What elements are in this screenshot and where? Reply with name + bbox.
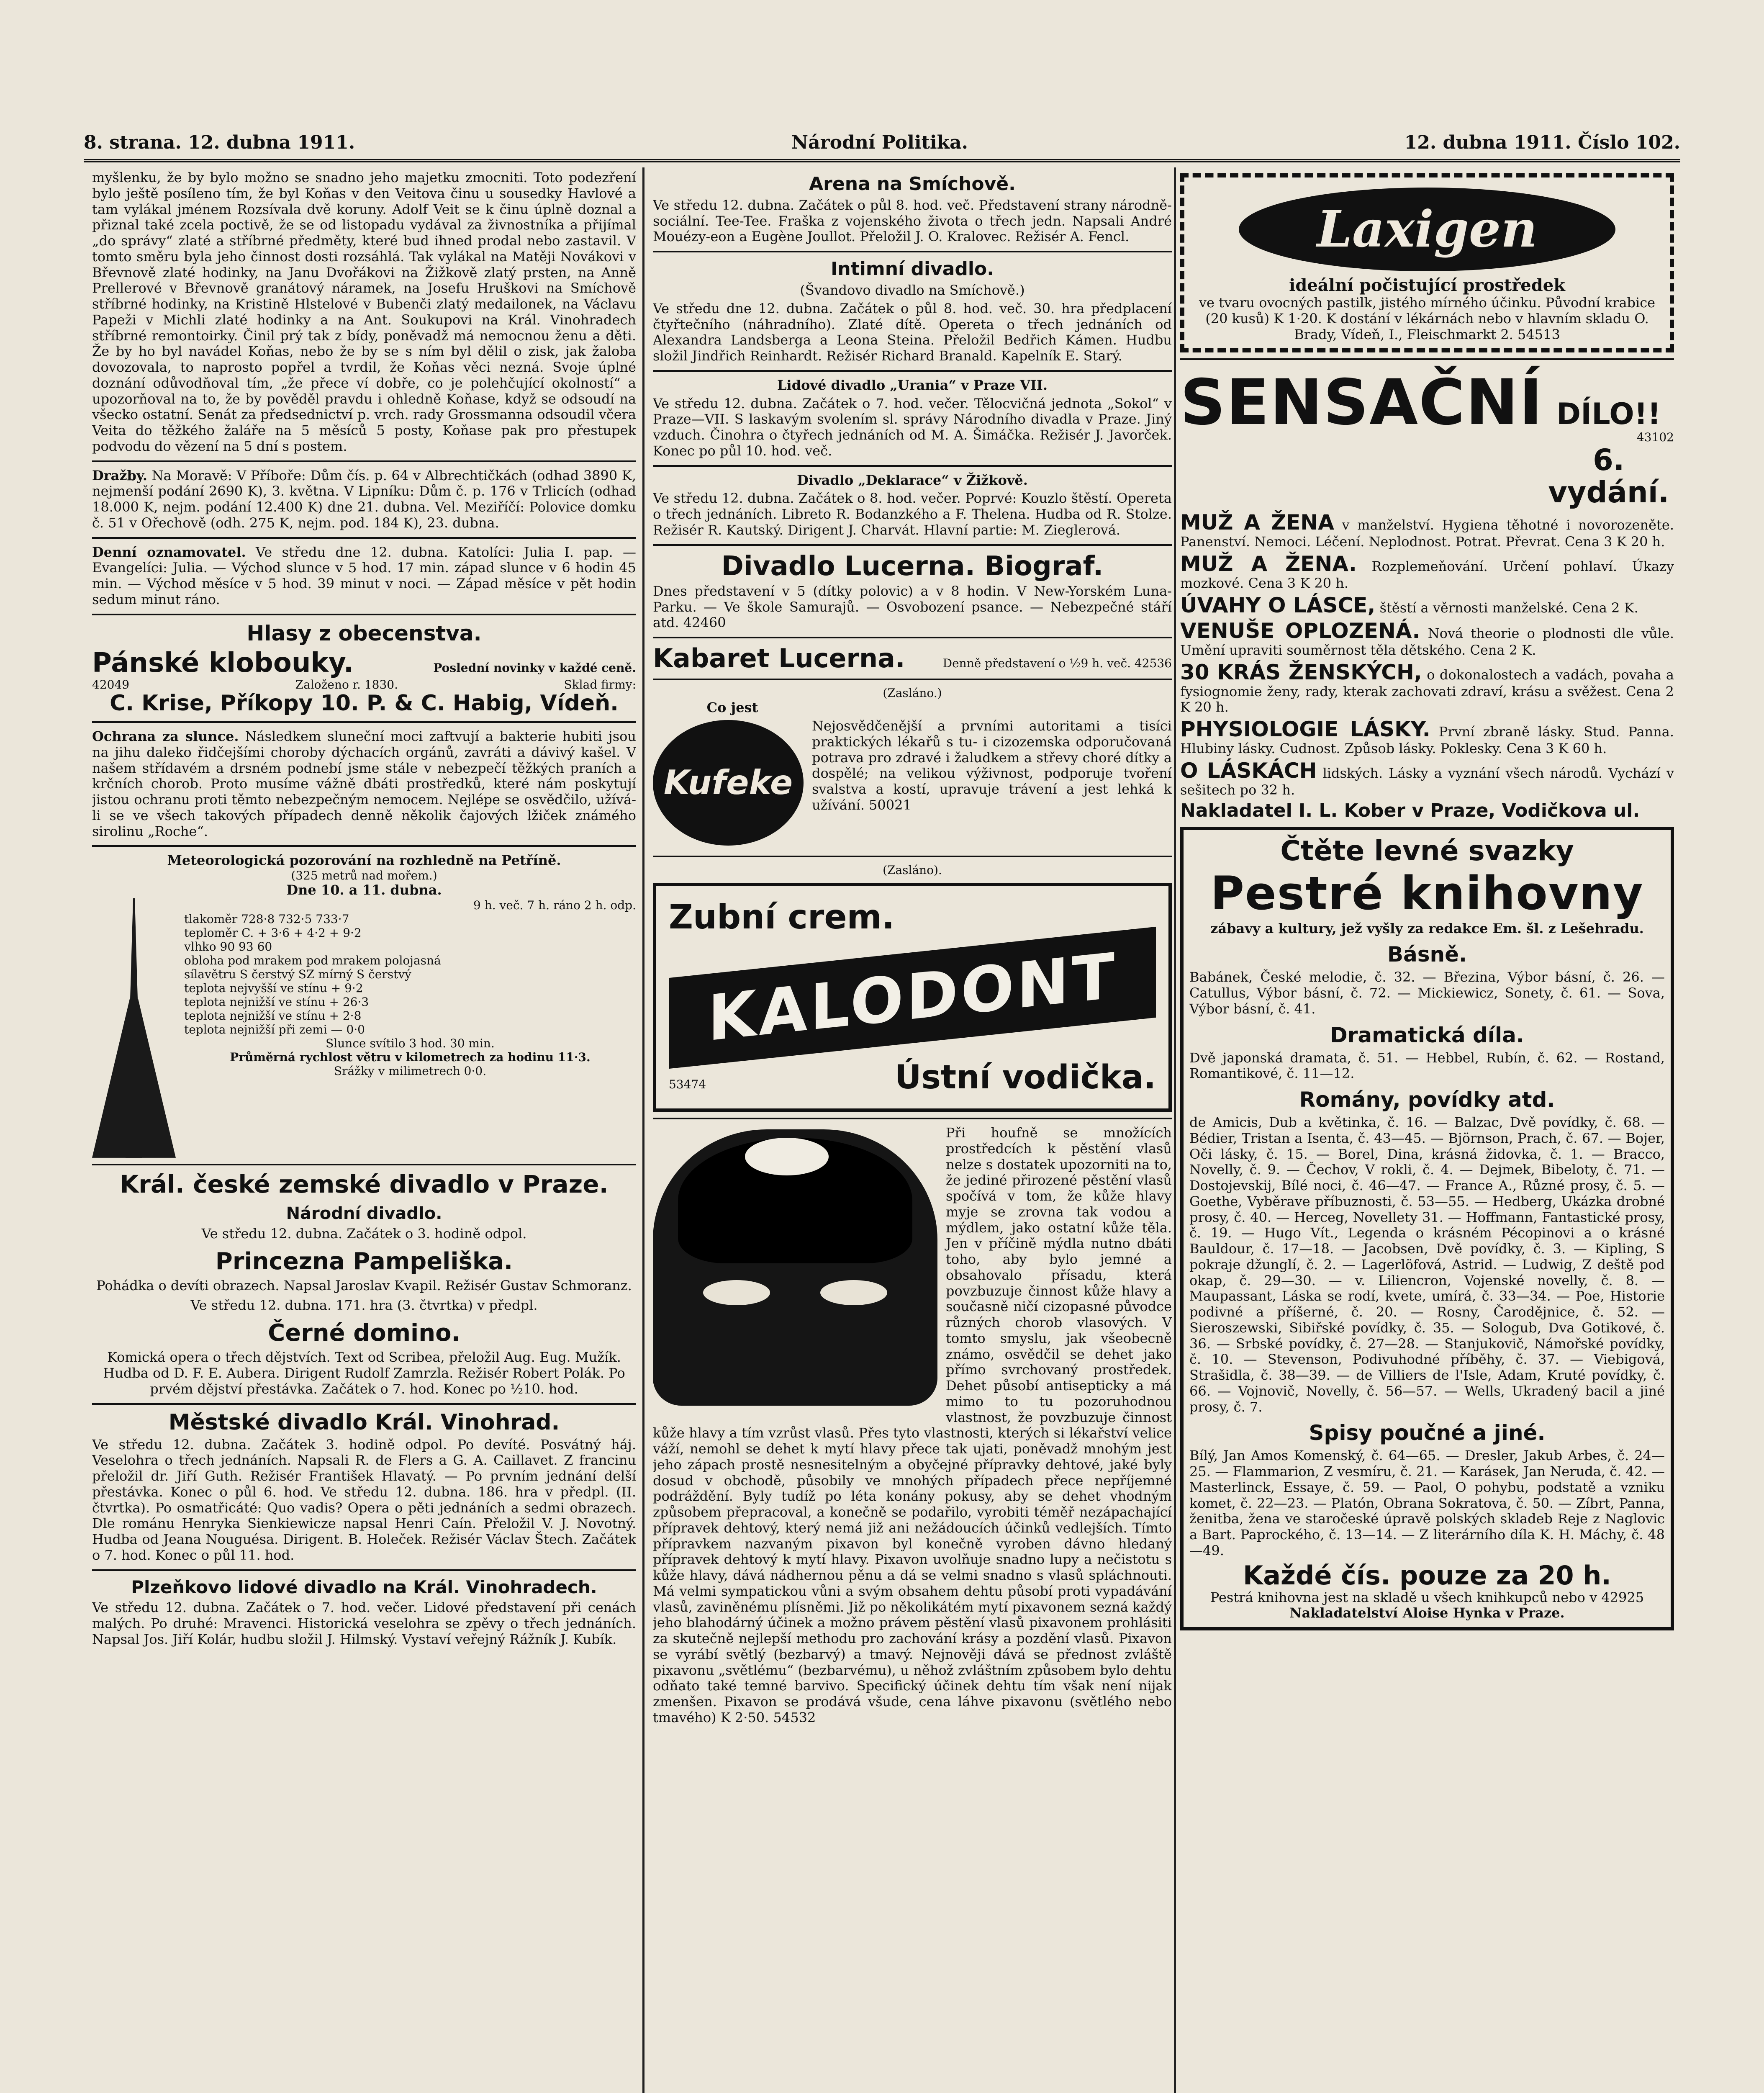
divider — [653, 370, 1172, 372]
evening-show: Ve středu 12. dubna. 171. hra (3. čtvrtka) v předpl. — [190, 1297, 538, 1314]
auctions-text: Na Moravě: V Příboře: Dům čís. p. 64 v Albrechtičkách (odhad 3890 K, nejmenší podání 2690 K), 3. května. V Lipníku: Dům č. p. 176 v Trlicích (odhad 18.000 K, nejm. podání 12.400 K) dne 21. dubna. Vel. Meziříčí: Polovice domku č. 51 v Ořechově (odh. 275 K, nejm. pod. 184 K), 23. dubna. — [92, 467, 636, 531]
masthead-title: Národní Politika. — [791, 131, 968, 153]
divider — [92, 614, 636, 615]
meteo-row: Slunce svítilo 3 hod. 30 min. — [326, 1036, 495, 1051]
plzenek-theatre: Plzeňkovo lidové divadlo na Král. Vinohradech. — [131, 1576, 597, 1597]
vinohrady-desc: Ve středu 12. dubna. Začátek 3. hodině odpol. Po devíté. Posvátný háj. Veselohra o třech jednáních. Napsali R. de Flers a G. A. Caillavet. Z francinu přeložil dr. Jiří Guth. Režisér František Hlavatý. — Po prvním jednání delší přestávka. Konec o půl 6. hod. Ve středu 12. dubna. 186. hra v předpl. (II. čtvrtka). Po osmatřicáté: Quo vadis? Opera o pěti jednáních a sedmi obrazech. Dle románu Henryka Sienkiewicze napsal Henri Caín. Přeložil V. J. Novotný. Hudba od Jeana Nouguésa. Dirigent. B. Holeček. Režisér Václav Štech. Začátek o 7. hod. Konec o půl 11. hod. — [92, 1436, 636, 1563]
book-title: 30 KRÁS ŽENSKÝCH, — [1180, 660, 1422, 684]
page-header — [84, 126, 1680, 162]
hats-stock: Sklad firmy: — [564, 677, 636, 692]
intimni-text: Ve středu dne 12. dubna. Začátek o půl 8. hod. več. 30. hra předplacení čtyřtečního (náhradního). Zlaté dítě. Opereta o třech jednáních od Alexandra Landsberga a Leona Steina. Přeložil Bedřich Kámen. Hudbu složil Jindřich Reinhardt. Režisér Richard Branald. Kapelník E. Starý. — [653, 300, 1172, 364]
laxigen-sub: ideální počistující prostředek — [1289, 275, 1565, 295]
public-voices-heading: Hlasy z obecenstva. — [246, 621, 482, 645]
hats-firm: C. Krise, Příkopy 10. P. & C. Habig, Vídeň. — [110, 690, 619, 716]
sensation-title: SENSAČNÍ — [1180, 366, 1543, 440]
divider — [653, 856, 1172, 857]
auctions — [92, 468, 636, 531]
book-desc: Nová theorie o plodnosti dle vůle. Umění upraviti souměrnost těla dětského. Cena 2 K. — [1180, 625, 1674, 658]
meteo-row: sílavětru S čerstvý SZ mírný S čerstvý — [184, 967, 411, 982]
book-title: O LÁSKÁCH — [1180, 758, 1317, 783]
meteo-row: teplota nejvyšší ve stínu + 9·2 — [184, 981, 363, 995]
daily-title: Denní oznamovatel. — [92, 544, 246, 560]
sun-title: Ochrana za slunce. — [92, 728, 239, 745]
kufeke-text: Nejosvědčenější a prvními autoritami a tisíci praktických lékařů s tu- i cizozemska odporučovaná potrava pro zdravé i žaludkem a střevy choré dítky a dospělé; na velikou výživnost, podporuje tvoření svalstva a kostí, upravuje trávení a jest lehká k užívání. 50021 — [812, 718, 1172, 813]
column-right — [1180, 167, 1674, 2093]
kalodont-cream: Zubní crem. — [669, 897, 895, 937]
meteo-row: tlakoměr 728·8 732·5 733·7 — [184, 912, 349, 926]
zaslano-label: (Zasláno.) — [883, 686, 942, 700]
divider — [653, 251, 1172, 252]
meteo-row: Srážky v milimetrech 0·0. — [334, 1064, 487, 1078]
petrin-tower-illustration — [92, 898, 176, 1158]
lucerna-text: Dnes představení v 5 (dítky polovic) a v 8 hodin. V New-Yorském Luna-Parku. — Ve škole Samurajů. — Osvobození psance. — Nebezpečné stáří atd. 42460 — [653, 583, 1172, 631]
divider — [653, 1118, 1172, 1119]
poems-heading: Básně. — [1387, 942, 1467, 967]
meteo-title: Meteorologická pozorování na rozhledně na Petříně. — [167, 852, 561, 869]
sun-text: Následkem sluneční moci zaftvují a bakterie hubiti jsou na jihu daleko řidčejšími choroby dýchacích orgánů, zavráti a dávivý kašel. V našem střídavém a drsném podnebí jsme stále v nebezpečí těžkých praních a krčních chorob. Proto musíme vážně dbáti prostředků, které nám poskytují jistou ochranu proti těmto nebezpečným nemocem. Nejlépe se osvědčilo, užívá-li se ve všech takových případech denně několik čajových lžiček známého sirolinu „Roche“. — [92, 728, 636, 839]
book-desc: lidských. Lásky a vyznání všech národů. Vychází v sešitech po 32 h. — [1180, 765, 1674, 798]
column-left — [92, 167, 636, 2093]
sensation-ad — [1180, 366, 1674, 509]
daily-text: Ve středu dne 12. dubna. Katolíci: Julia I. pap. — Evangelíci: Julia. — Východ slunce v 5 hod. 17 min. západ slunce v 6 hodin 45 min. — Východ měsíce v 5 hod. 39 minut v noci. — Západ měsíce v pět hodin sedum minut ráno. — [92, 544, 636, 607]
meteo-row: oblohа pod mrakem pod mrakem polojasná — [184, 954, 441, 968]
pixavon-text: Při houfně se množících prostředcích k pěstění vlasů nelze s dostatek upozorniti na to, že jediné přirozené pěstění vlasů spočívá v tom, že kůže hlavy myje se zrovna tak vodou a mýdlem, jako ostatní kůže těla. Jen v příčině mýdla nutno dbáti toho, aby bylo jemné a obsahovalo přísadu, která povzbuzuje činnost kůže hlavy a současně ničí cizopasné původce různých chorob vlasových. V tomto smyslu, jak všeobecně známo, osvědčil se dehet jako přímo svrchovaný prostředek. Dehet působí antisepticky a má mimo to tu pozoruhodnou vlastnost, že povzbuzuje činnost kůže hlavy a tím vzrůst vlasů. Přes tyto vlastnosti, kterých si lékařství velice váží, nemohl se dehet k mytí hlavy přece tak ujati, poněvadž mnohým jest jeho zápach prostě nesnesitelným a obyčejné přípravky dehtové, jaké byly dosud v obchodě, působily ve mnohých případech přece nepříjemné podráždění. Byly tudíž po léta konány pokusy, aby se dehet vhodným způsobem přepracoval, a konečně se podařilo, vyrobiti téměř nezápachající přípravek dehtový, který nemá již ani nežádoucích účinků vedlejších. Tímto přípravkem nazvaným pixavon byl konečně vyroben dávno hledaný přípravek dehtový k mytí hlavy. Pixavon uvolňuje snadno lupy a nečistotu s kůže hlavy, dává nádhernou pěnu a dá se velmi snadno s vlasů spláchnouti. Má velmi sympatickou vůni a svým obsahem dehtu působí proti vypadávání vlasů, zaviněnému plísněmi. Již po několikátém mytí pixavonem sezná každý jeho blahodárný účinek a možno právem pěstění vlasů pixavonem prohlásiti za skutečně nejlepší methodu pro zachování krásy a pozdění vlasů. Pixavon se vyrábí světlý (bezbarvý) a tmavý. Nejnověji dává se přednost zvláště pixavonu „světlému“ (bezbarvému), u něhož zvláštním způsobem bylo dehtu odňato také temné barvivo. Specifický účinek dehtu tím však není nijak zmenšen. Pixavon se prodává všude, cena láhve pixavonu (světlého nebo tmavého) K 2·50. 54532 — [653, 1125, 1172, 1725]
laxigen-ad — [1180, 173, 1674, 352]
book-desc: štěstí a věrnosti manželské. Cena 2 K. — [1379, 599, 1638, 616]
divider — [92, 1164, 636, 1165]
book-desc: o dokonalostech a vadách, povaha a fysiognomie ženy, rady, kterak zachovati zdraví, krásu a svěžest. Cena 2 K 20 h. — [1180, 666, 1674, 715]
divider — [92, 1403, 636, 1405]
kalodont-ad — [653, 883, 1172, 1112]
book-title: MUŽ A ŽENA — [1180, 510, 1334, 535]
deklarace-text: Ve středu 12. dubna. Začátek o 8. hod. večer. Poprvé: Kouzlo štěstí. Opereta o třech jednáních. Libreto R. Bodanzkého a F. Thelena. Hudba od R. Stolze. Režisér R. Kautský. Dirigent J. Charvát. Hlavní partie: M. Zieglerová. — [653, 490, 1172, 538]
zaslano-label-2: (Zasláno). — [883, 863, 942, 877]
kalodont-water: Ústní vodička. — [895, 1059, 1156, 1097]
pixavon-ad — [653, 1125, 1172, 1726]
hats-ad — [92, 648, 636, 678]
book-item — [1180, 759, 1674, 798]
sun-protection — [92, 729, 636, 839]
meteo-row: vlhko 90 93 60 — [184, 939, 272, 954]
national-theatre: Národní divadlo. — [286, 1203, 442, 1223]
book-item — [1180, 661, 1674, 716]
drama-heading: Dramatická díla. — [1330, 1023, 1524, 1047]
kabaret-title: Kabaret Lucerna. — [653, 643, 905, 674]
arena-title: Arena na Smíchově. — [809, 173, 1016, 195]
cerne-desc: Komická opera o třech dějstvích. Text od Scribea, přeložil Aug. Eug. Mužík. Hudba od D. F. E. Aubera. Dirigent Rudolf Zamrzla. Režisér Robert Polák. Po prvém dějství přestávka. Začátek o 7. hod. Konec po ½10. hod. — [103, 1349, 625, 1397]
sensation-num: 43102 — [1636, 430, 1674, 445]
book-item — [1180, 511, 1674, 550]
divider — [92, 460, 636, 462]
vinohrady-theatre: Městské divadlo Král. Vinohrad. — [168, 1409, 560, 1435]
plzenek-desc: Ve středu 12. dubna. Začátek o 7. hod. večer. Lidové představení při cenách malých. Po druhé: Mravenci. Historická veselohra se zpěvy o třech jednáních. Napsal Jos. Jiří Kolár, hudbu složil J. Hilmský. Vystaví veřejný Rážník J. Kubík. — [92, 1599, 636, 1647]
woman-portrait-illustration — [653, 1129, 937, 1406]
sensation-dilo: DÍLO!! — [1556, 397, 1661, 432]
laxigen-text: ve tvaru ovocných pastilk, jistého mírného účinku. Původní krabice (20 kusů) K 1·20. K dostání v lékárnách nebo v hlavním skladu O. Brady, Vídeň, I., Fleischmarkt 2. 54513 — [1199, 295, 1656, 342]
hynek-publisher: Nakladatelství Aloise Hynka v Praze. — [1289, 1605, 1565, 1621]
poems-items: Babánek, České melodie, č. 32. — Březina, Výbor básní, č. 26. — Catullus, Výbor básní, č. 72. — Mickiewicz, Sonety, č. 61. — Sova, Výbor básní, č. 41. — [1189, 969, 1665, 1017]
theatre-title: Král. české zemské divadlo v Praze. — [120, 1170, 609, 1198]
column-middle — [653, 167, 1172, 2093]
book-title: MUŽ A ŽENA. — [1180, 552, 1357, 576]
meteo-row: teplota nejnižší při zemi — 0·0 — [184, 1023, 365, 1037]
drama-items: Dvě japonská dramata, č. 51. — Hebbel, Rubín, č. 62. — Rostand, Romantikové, č. 11—12. — [1189, 1049, 1665, 1082]
novels-heading: Romány, povídky atd. — [1299, 1088, 1555, 1112]
book-item — [1180, 553, 1674, 591]
divider — [92, 721, 636, 723]
book-title: VENUŠE OPLOZENÁ. — [1180, 618, 1420, 643]
book-desc: v manželství. Hygiena těhotné i novorozeněte. Panenství. Nemoci. Léčení. Neplodnost. Potrat. Převrat. Cena 3 K 20 h. — [1180, 517, 1674, 550]
divider — [1180, 358, 1674, 360]
divider — [653, 637, 1172, 638]
daily-notice — [92, 545, 636, 608]
divider — [653, 679, 1172, 680]
price-line: Každé čís. pouze za 20 h. — [1243, 1560, 1611, 1591]
lucerna-title: Divadlo Lucerna. Biograf. — [721, 550, 1104, 582]
sensation-edition: 6. vydání. — [1548, 443, 1669, 510]
book-desc: Rozplemeňování. Určení pohlaví. Úkazy mozkové. Cena 3 K 20 h. — [1180, 558, 1674, 591]
divider — [653, 544, 1172, 546]
meteo-sub: (325 metrů nad mořem.) — [291, 869, 437, 883]
national-time: Ve středu 12. dubna. Začátek o 3. hodině odpol. — [201, 1225, 527, 1242]
meteo-row: teploměr C. + 3·6 + 4·2 + 9·2 — [184, 926, 362, 940]
book-item — [1180, 594, 1674, 617]
column-divider-2 — [1174, 167, 1176, 2093]
meteo-date: Dne 10. a 11. dubna. — [286, 882, 442, 898]
novels-items: de Amicis, Dub a květinka, č. 16. — Balzac, Dvě povídky, č. 68. — Bédier, Tristan a Isenta, č. 43—45. — Björnson, Prach, č. 67. — Bojer, Oči lásky, č. 15. — Borel, Dina, krásná židovka, č. 1. — Bracco, Novelly, č. 9. — Čechov, V rokli, č. 4. — Dejmek, Bibeloty, č. 71. — Dostojevskij, Bílé noci, č. 46—47. — France A., Různé prosy, č. 5. — Goethe, Vyběrave příbuznosti, č. 53—55. — Hedberg, Ukázka drobné prosy, č. 40. — Herceg, Novellety 31. — Hoffmann, Fantastické prosy, č. 19. — Hugo Vít., Legenda o krásném Pécopinovi a o krásné Bauldour, č. 17—18. — Jacobsen, Dvě povídky, č. 3. — Kipling, S pokraje džunglí, č. 2. — Lagerlöfová, Astrid. — Ludwig, Z deště pod okap, č. 29—30. — v. Liliencron, Vojenské novelly, č. 8. — Maupassant, Láska se rodí, kvete, umírá, č. 33—34. — Poe, Historie podivné a příšerné, č. 20. — Rosny, Čarodějnice, č. 52. — Sieroszewski, Sibiřské povídky, č. 35. — Sologub, Dva Gotikové, č. 36. — Srbské povídky, č. 27—28. — Stanjukovič, Námořské povídky, č. 10. — Stevenson, Podivuhodné příběhy, č. 37. — Viebigová, Strašidla, č. 38—39. — de Villiers de l'Isle, Adam, Kruté povídky, č. 66. — Vojnovič, Novelly, č. 56—57. — Wells, Ukradený bacil a jiné prosy, č. 7. — [1189, 1114, 1665, 1415]
kabaret-ad — [653, 644, 1172, 673]
page-number: 8. strana. 12. dubna 1911. — [84, 131, 355, 153]
kufeke-cojest: Co jest — [706, 699, 758, 716]
pestra-read: Čtěte levné svazky — [1280, 835, 1574, 867]
book-item — [1180, 718, 1674, 757]
kufeke-logo: Kufeke — [653, 720, 804, 846]
price-sub: Pestrá knihovna jest na skladě u všech knihkupců nebo v 42925 — [1210, 1589, 1644, 1605]
pampeliska-title: Princezna Pampeliška. — [215, 1247, 513, 1275]
issue-date: 12. dubna 1911. Číslo 102. — [1404, 131, 1680, 153]
kober-publisher: Nakladatel I. L. Kober v Praze, Vodičkova ul. — [1180, 800, 1640, 821]
divider — [653, 465, 1172, 467]
cerne-title: Černé domino. — [268, 1319, 460, 1347]
kufeke-ad — [653, 700, 1172, 850]
hats-meta — [92, 678, 636, 692]
hats-title: Pánské klobouky. — [92, 647, 354, 679]
laxigen-logo: Laxigen — [1239, 188, 1615, 271]
book-list — [1180, 511, 1674, 798]
hats-note: Poslední novinky v každé ceně. — [433, 661, 636, 675]
urania-title: Lidové divadlo „Urania“ v Praze VII. — [777, 377, 1048, 393]
kalodont-num: 53474 — [669, 1077, 706, 1092]
divider — [92, 845, 636, 847]
pestra-sub: zábavy a kultury, jež vyšly za redakce Em. šl. z Lešehradu. — [1210, 920, 1644, 936]
nonfiction-items: Bílý, Jan Amos Komenský, č. 64—65. — Dresler, Jakub Arbes, č. 24—25. — Flammarion, Z vesmíru, č. 21. — Karásek, Jan Neruda, č. 42. — Masterlinck, Essaye, č. 59. — Paol, O pohybu, podstatě a vzniku komet, č. 22—23. — Platón, Obrana Sokratova, č. 50. — Zíbrt, Panna, ženitba, žena ve staročeské úpravě polských skladeb Reje z Naglovic a Bart. Paprockého, č. 13—14. — Z literárního díla K. H. Máchy, č. 48—49. — [1189, 1448, 1665, 1558]
urania-text: Ve středu 12. dubna. Začátek o 7. hod. večer. Tělocvičná jednota „Sokol“ v Praze—VII. S laskavým svolením sl. správy Národního divadla v Praze. Jiný vzduch. Činohra o čtyřech jednáních od M. A. Šimáčka. Režisér J. Javorček. Konec po půl 10. hod. več. — [653, 395, 1172, 459]
book-item — [1180, 620, 1674, 658]
pestra-knihovna-ad — [1180, 827, 1674, 1630]
book-title: ÚVAHY O LÁSCE, — [1180, 593, 1376, 617]
intimni-title: Intimní divadlo. — [831, 258, 994, 280]
meteo-row: teplota nejnižší ve stínu + 26·3 — [184, 995, 369, 1009]
arena-text: Ve středu 12. dubna. Začátek o půl 8. hod. več. Představení strany národně-sociální. Tee-Tee. Fraška z vojenského života o třech jedn. Napsali André Mouézy-eon a Eugène Joullot. Přeložil J. O. Kralovec. Režisér A. Fencl. — [653, 197, 1172, 245]
sensation-side — [1543, 398, 1674, 509]
hats-num: 42049 — [92, 677, 130, 692]
pampeliska-desc: Pohádka o devíti obrazech. Napsal Jaroslav Kvapil. Režisér Gustav Schmoranz. — [96, 1277, 632, 1293]
meteo-hours: 9 h. več. 7 h. ráno 2 h. odp. — [473, 898, 636, 912]
kalodont-footer — [669, 1060, 1156, 1096]
meteo-row: teplota nejnižší ve stínu + 2·8 — [184, 1009, 362, 1023]
divider — [92, 537, 636, 539]
divider — [92, 1569, 636, 1571]
kalodont-logo: KALODONT — [669, 927, 1156, 1069]
deklarace-title: Divadlo „Deklarace“ v Žižkově. — [797, 472, 1028, 488]
auctions-title: Dražby. — [92, 467, 147, 483]
kabaret-text: Denně představení o ½9 h. več. 42536 — [942, 656, 1172, 671]
nonfiction-heading: Spisy poučné a jiné. — [1309, 1421, 1546, 1445]
intimni-sub: (Švandovo divadlo na Smíchově.) — [800, 282, 1025, 298]
column-divider-1 — [642, 167, 644, 2093]
book-desc: První zbraně lásky. Stud. Panna. Hlubiny lásky. Cudnost. Způsob lásky. Poklesky. Cena 3 K 60 h. — [1180, 724, 1674, 757]
pestra-title: Pestré knihovny — [1210, 866, 1644, 920]
meteo-row: Průměrná rychlost větru v kilometrech za hodinu 11·3. — [230, 1050, 591, 1064]
hats-founded: Založeno r. 1830. — [295, 677, 398, 692]
court-story: myšlenku, že by bylo možno se snadno jeho majetku zmocniti. Toto podezření bylo ještě posíleno tím, že byl Koňas v den Veitova činu u sousedky Havlové a tam vylákal jménem Rozsívala dvě koruny. Adolf Veit se k činu úplně doznal a přiznal také zcela poctivě, že se od listopadu vydával za živnostníka a přijímal „do správy“ zlaté a stříbrné předměty, které bud ihned prodal nebo zastavil. V tomto směru byla jeho činnost dosti rozsáhlá. Tak vylákal na Matěji Novákovi v Břevnově zlaté hodinky, na Janu Dvořákovi na Žižkově zlatý prsten, na Anně Prellerové v Břevnově granátový náramek, na Josefu Hruškovi na Smíchově stříbrné hodinky, na Kristině Hlstelové v Bubenči zlatý medailonek, na Václavu Papeži v Michli zlaté hodinky a na Ant. Soukupovi na Král. Vinohradech stříbrné remontoirky. Činil prý tak z bídy, poněvadž má nemocnou ženu a děti. Že by ho byl navádel Koňas, nebo že by se s ním byl dělil o zisk, jak žaloba dovozovala, to naprosto popřel a tvrdil, že Koňas věci nezná. Svoje úplné doznání odůvodňoval tím, „že přece ví dobře, co je polehčující okolností“ a upozorňoval na to, že by pověděl pravdu i ohledně Koňase, když se odsoudí na všecko ostatní. Senát za předsednictví p. vrch. rady Grossmanna odsoudil včera Veita do těžkého žaláře na 5 měsíců 5 posty, Koňase pak pro přestupek podvodu do vězení na 5 dní s postem. — [92, 170, 636, 454]
book-title: PHYSIOLOGIE LÁSKY. — [1180, 717, 1430, 742]
